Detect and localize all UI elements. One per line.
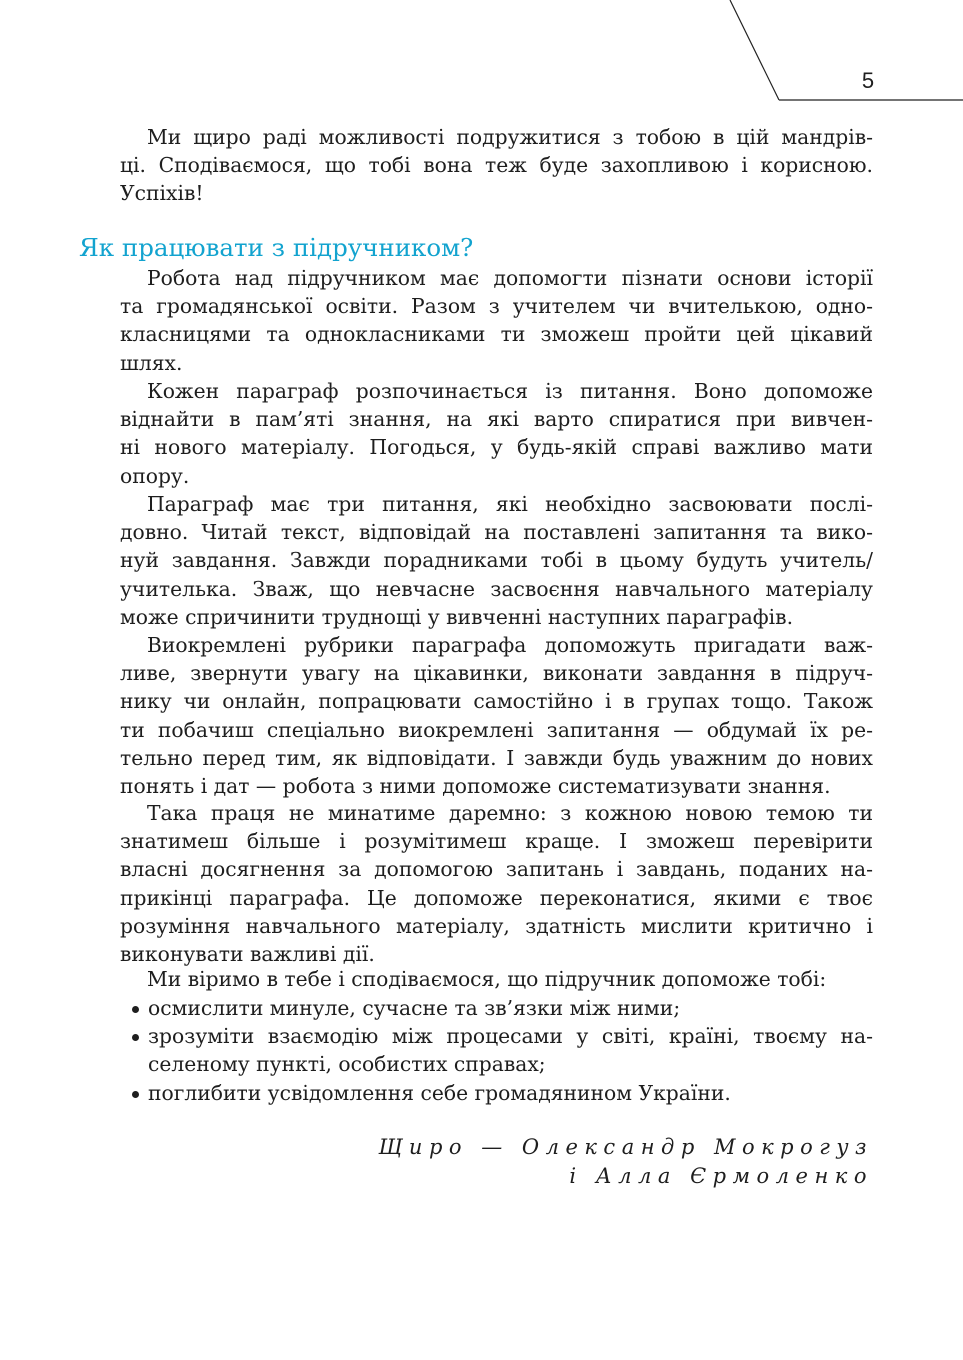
paragraph-line: може спричинити труднощі у вивченні наступних параграфів. xyxy=(120,604,794,629)
paragraph-line: Параграф має три питання, які необхідно засвоювати послі- xyxy=(147,492,873,516)
intro-line: Ми щиро раді можливості подружитися з тобою в цій мандрів- xyxy=(147,125,873,149)
paragraph-line: та громадянської освіти. Разом з учителем чи вчителькою, одно- xyxy=(120,294,873,319)
bullet-item xyxy=(130,1022,873,1078)
bullet-list xyxy=(130,994,873,1107)
body-paragraph-2 xyxy=(120,377,873,490)
paragraph-line: нуй завдання. Завжди порадниками тобі в цьому будуть учитель/ xyxy=(120,548,873,573)
body-paragraph-5 xyxy=(120,799,873,968)
paragraph-line: Така праця не минатиме даремно: з кожною новою темою ти xyxy=(147,801,873,825)
paragraph-line: опору. xyxy=(120,463,190,488)
bullet-item xyxy=(130,1079,873,1107)
page-corner-decoration xyxy=(0,0,963,110)
paragraph-line: довно. Читай текст, відповідай на поставлені запитання та вико- xyxy=(120,520,873,545)
intro-line: Успіхів! xyxy=(120,181,204,206)
paragraph-line: знатимеш більше і розумітимеш краще. І зможеш перевірити xyxy=(120,829,873,854)
bullet-text: осмислити минуле, сучасне та зв’язки між ними; xyxy=(148,996,681,1020)
paragraph-line: виконувати важливі дії. xyxy=(120,942,375,967)
paragraph-line: шлях. xyxy=(120,350,183,375)
paragraph-line: власні досягнення за допомогою запитань і завдань, поданих на- xyxy=(120,857,873,882)
paragraph-line: Робота над підручником має допомогти пізнати основи історії xyxy=(147,266,873,290)
signature-line-2: і Алла Єрмоленко xyxy=(569,1164,873,1188)
paragraph-line: ти побачиш спеціально виокремлені запитання — обдумай їх ре- xyxy=(120,717,873,742)
intro-paragraph xyxy=(120,123,873,208)
paragraph-line: нику чи онлайн, попрацювати самостійно і в групах тощо. Також xyxy=(120,689,873,714)
body-paragraph-6 xyxy=(120,965,873,993)
paragraph-line: Ми віримо в тебе і сподіваємося, що підручник допоможе тобі: xyxy=(147,967,827,991)
intro-line: ці. Сподіваємося, що тобі вона теж буде захопливою і корисною. xyxy=(120,153,873,178)
section-heading: Як працювати з підручником? xyxy=(79,233,474,262)
paragraph-line: ні нового матеріалу. Погодься, у будь-якій справі важливо мати xyxy=(120,435,873,460)
bullet-item xyxy=(130,994,873,1022)
signature-line-1: Щиро — Олександр Мокрогуз xyxy=(378,1135,873,1159)
paragraph-line: ливе, звернути увагу на цікавинки, виконати завдання в підруч- xyxy=(120,661,873,686)
body-paragraph-1 xyxy=(120,264,873,377)
body-paragraph-3 xyxy=(120,490,873,631)
paragraph-line: тельно перед тим, як відповідати. І завжди будь уважним до нових xyxy=(120,745,873,770)
bullet-text: поглибити усвідомлення себе громадянином України. xyxy=(148,1080,731,1105)
bullet-text: зрозуміти взаємодію між процесами у світі, країні, твоєму на- xyxy=(148,1024,873,1049)
paragraph-line: прикінці параграфа. Це допоможе переконатися, якими є твоє xyxy=(120,885,873,910)
page-number: 5 xyxy=(861,68,875,93)
paragraph-line: класницями та однокласниками ти зможеш пройти цей цікавий xyxy=(120,322,873,347)
bullet-text: селеному пункті, особистих справах; xyxy=(148,1052,546,1077)
paragraph-line: Виокремлені рубрики параграфа допоможуть пригадати важ- xyxy=(147,633,873,657)
paragraph-line: Кожен параграф розпочинається із питання. Воно допоможе xyxy=(147,379,873,403)
paragraph-line: учителька. Зваж, що невчасне засвоєння навчального матеріалу xyxy=(120,576,873,601)
paragraph-line: віднайти в пам’яті знання, на які варто спиратися при вивчен- xyxy=(120,407,873,432)
body-paragraph-4 xyxy=(120,631,873,800)
paragraph-line: понять і дат — робота з ними допоможе систематизувати знання. xyxy=(120,774,831,799)
paragraph-line: розуміння навчального матеріалу, здатність мислити критично і xyxy=(120,913,873,938)
